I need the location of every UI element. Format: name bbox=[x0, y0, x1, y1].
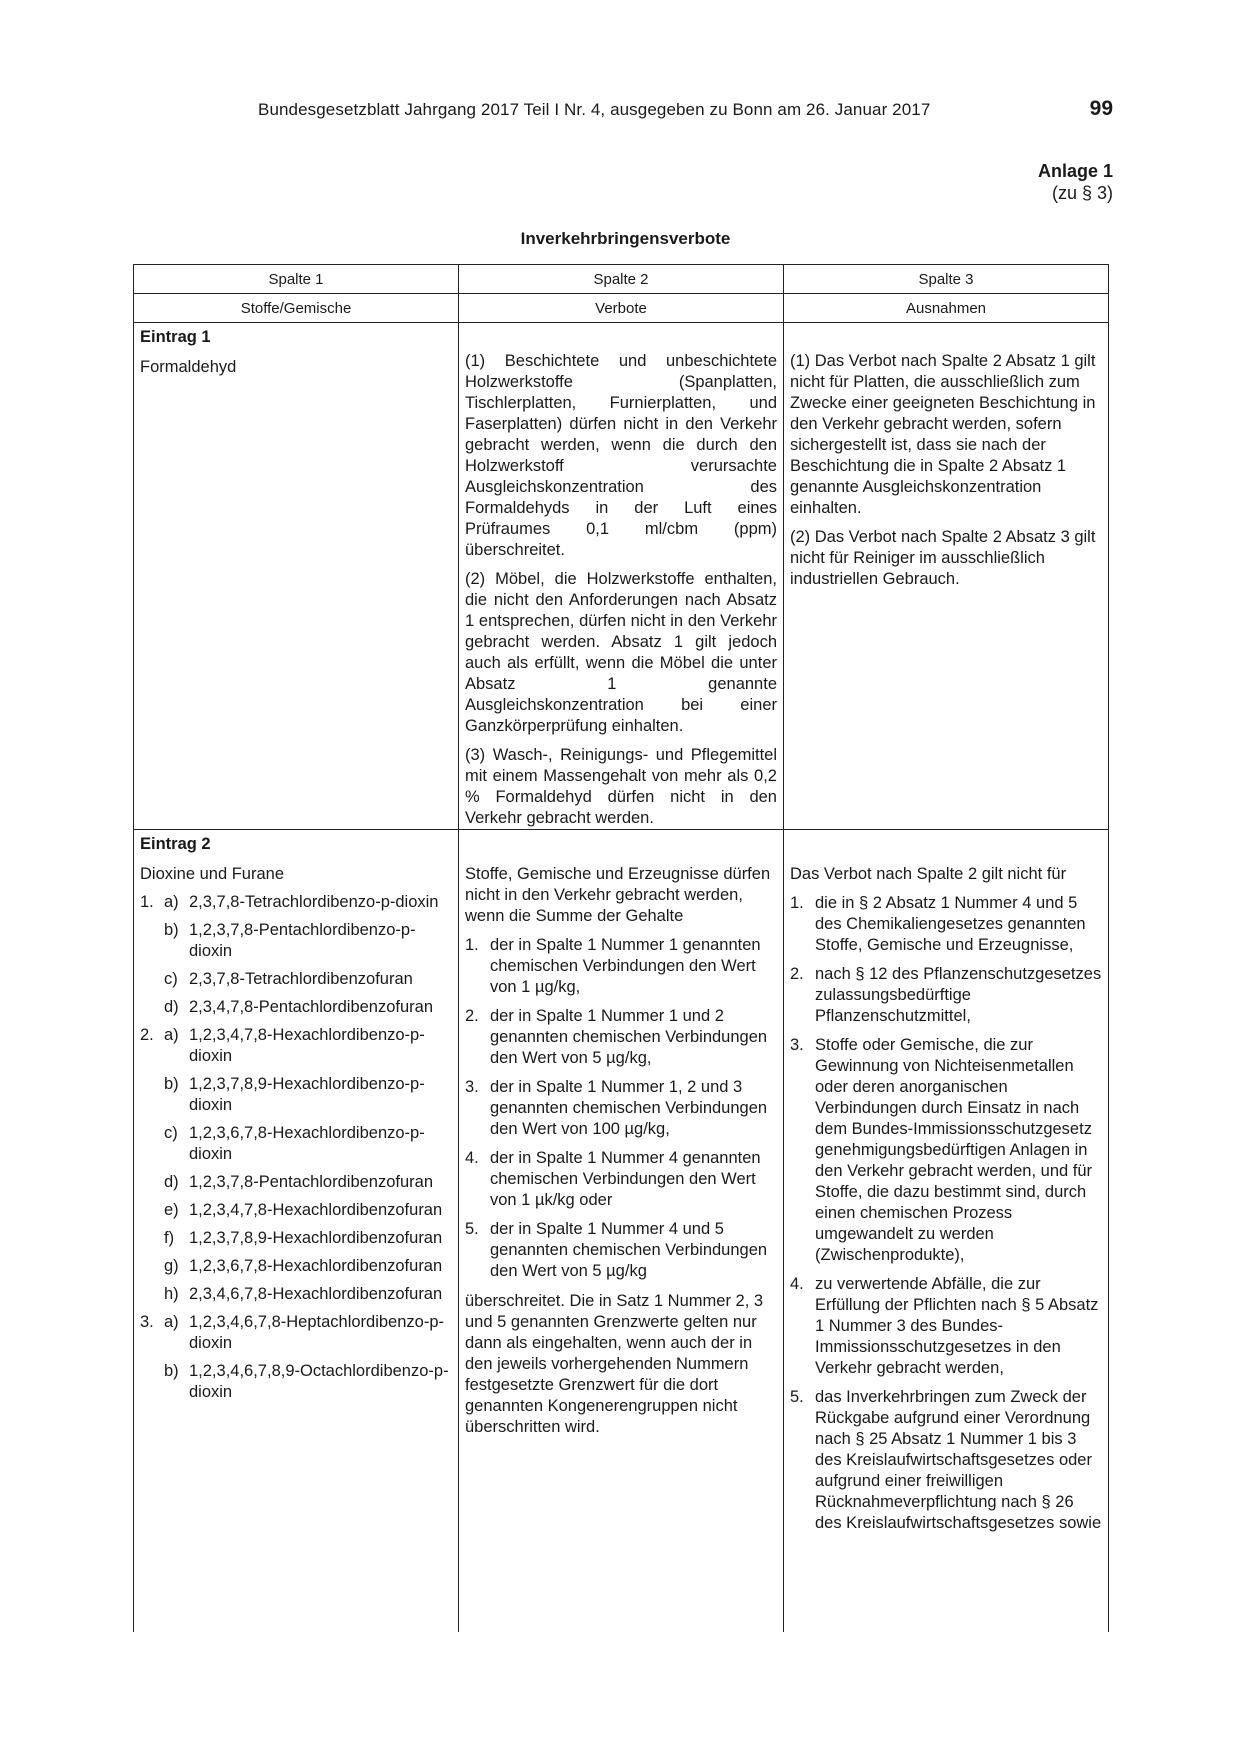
substance-name: 1,2,3,4,6,7,8-Heptachlordibenzo-p-dioxin bbox=[189, 1313, 444, 1352]
list-item bbox=[140, 1123, 452, 1165]
subheader-row bbox=[134, 294, 1109, 323]
item-number: 5. bbox=[790, 1388, 804, 1406]
item-number bbox=[140, 920, 164, 962]
entry2-prohibitions-cell bbox=[459, 830, 784, 1632]
item-text: das Inverkehrbringen zum Zweck der Rückgabe aufgrund einer Verordnung nach § 25 Absatz 1 Nummer 1 bis 3 des Kreislaufwirtschaftsgesetzes oder aufgrund einer freiwilligen Rücknahmeverpflichtung nach § 26 des Kreislaufwirtschaftsgesetzes sowie bbox=[815, 1388, 1102, 1532]
item-number: 3. bbox=[790, 1036, 804, 1054]
entry1-prohibitions-cell bbox=[459, 323, 784, 830]
substance-name: 1,2,3,7,8-Pentachlordibenzo-p-dioxin bbox=[189, 921, 416, 960]
document-title bbox=[0, 229, 1241, 249]
list-item bbox=[465, 1077, 777, 1140]
item-text: der in Spalte 1 Nummer 4 genannten chemischen Verbindungen den Wert von 1 µk/kg oder bbox=[490, 1149, 761, 1209]
entry2-substance: Dioxine und Furane bbox=[140, 865, 285, 883]
item-number bbox=[140, 1284, 164, 1305]
substance-name: 1,2,3,7,8,9-Hexachlordibenzofuran bbox=[189, 1229, 443, 1247]
list-item bbox=[790, 964, 1102, 1027]
item-text: die in § 2 Absatz 1 Nummer 4 und 5 des Chemikaliengesetzes genannten Stoffe, Gemische und Erzeugnisse, bbox=[815, 894, 1086, 954]
entry1-exceptions-cell bbox=[784, 323, 1109, 830]
list-item bbox=[790, 1274, 1102, 1379]
substance-name: 2,3,4,7,8-Pentachlordibenzofuran bbox=[189, 998, 434, 1016]
item-number bbox=[140, 1172, 164, 1193]
item-text: nach § 12 des Pflanzenschutzgesetzes zulassungsbedürftige Pflanzenschutzmittel, bbox=[815, 965, 1102, 1025]
list-item bbox=[140, 1256, 452, 1277]
list-item bbox=[465, 1219, 777, 1282]
item-number bbox=[140, 1228, 164, 1249]
running-header: Bundesgesetzblatt Jahrgang 2017 Teil I Nr. 4, ausgegeben zu Bonn am 26. Januar 2017 bbox=[258, 100, 931, 119]
list-item bbox=[465, 1148, 777, 1211]
item-number: 4. bbox=[790, 1275, 804, 1293]
item-text: der in Spalte 1 Nummer 1, 2 und 3 genannten chemischen Verbindungen den Wert von 100 µg/kg, bbox=[490, 1078, 768, 1138]
entry1-label: Eintrag 1 bbox=[140, 328, 211, 346]
prohibitions-table bbox=[133, 264, 1109, 1632]
subheader-exceptions: Ausnahmen bbox=[784, 294, 1109, 323]
item-number bbox=[140, 1200, 164, 1221]
item-number: 4. bbox=[465, 1149, 479, 1167]
list-item bbox=[465, 935, 777, 998]
entry2-exception-list bbox=[790, 893, 1102, 1534]
entry1-prohibition-1: (1) Beschichtete und unbeschichtete Holzwerkstoffe (Spanplatten, Tischlerplatten, Furnierplatten, und Faserplatten) dürfen nicht in den Verkehr gebracht werden, wenn die durch den Holzwerkstoff verursachte Ausgleichskonzentration des Formaldehyds in der Luft eines Prüfraumes 0,1 ml/cbm (ppm) überschreitet. bbox=[465, 352, 777, 559]
item-letter: b) bbox=[164, 1362, 179, 1380]
item-letter: a) bbox=[164, 1313, 179, 1331]
entry2-exception-lead: Das Verbot nach Spalte 2 gilt nicht für bbox=[790, 865, 1067, 883]
item-number: 2. bbox=[140, 1026, 154, 1044]
list-item bbox=[140, 1228, 452, 1249]
list-item bbox=[140, 1025, 452, 1067]
list-item bbox=[140, 1172, 452, 1193]
item-text: Stoffe oder Gemische, die zur Gewinnung von Nichteisenmetallen oder deren anorganischen Verbindungen durch Einsatz in nach dem Bundes-Immissionsschutzgesetz genehmigungsbedürftigen Anlagen in den Verkehr gebracht werden, und für Stoffe, die dazu bestimmt sind, durch einen chemischen Prozess umgewandelt zu werden (Zwischenprodukte), bbox=[815, 1036, 1093, 1264]
annex-title: Anlage 1 bbox=[1037, 161, 1113, 181]
item-text: der in Spalte 1 Nummer 1 und 2 genannten chemischen Verbindungen den Wert von 5 µg/kg, bbox=[490, 1007, 768, 1067]
page-number: 99 bbox=[1089, 97, 1113, 120]
list-item bbox=[140, 892, 452, 913]
item-letter: c) bbox=[164, 970, 178, 988]
substance-name: 1,2,3,4,6,7,8,9-Octachlordibenzo-p-dioxin bbox=[189, 1362, 449, 1401]
entry2-label: Eintrag 2 bbox=[140, 835, 211, 853]
item-letter: c) bbox=[164, 1124, 178, 1142]
table-row-entry-1 bbox=[134, 323, 1109, 830]
item-number bbox=[140, 1074, 164, 1116]
substance-name: 2,3,7,8-Tetrachlordibenzo-p-dioxin bbox=[189, 893, 439, 911]
substance-name: 1,2,3,6,7,8-Hexachlordibenzo-p-dioxin bbox=[189, 1124, 425, 1163]
item-number: 2. bbox=[790, 965, 804, 983]
list-item bbox=[140, 1284, 452, 1305]
subheader-prohibitions: Verbote bbox=[459, 294, 784, 323]
item-letter: b) bbox=[164, 1075, 179, 1093]
list-item bbox=[790, 1387, 1102, 1534]
item-number: 1. bbox=[790, 894, 804, 912]
item-letter: h) bbox=[164, 1285, 179, 1303]
item-letter: f) bbox=[164, 1229, 175, 1247]
entry2-substance-cell bbox=[134, 830, 459, 1632]
list-item bbox=[140, 1312, 452, 1354]
item-number: 3. bbox=[140, 1313, 154, 1331]
entry2-prohibition-list bbox=[465, 935, 777, 1282]
column-header-1: Spalte 1 bbox=[134, 265, 459, 294]
item-number bbox=[140, 969, 164, 990]
entry2-prohibition-tail: überschreitet. Die in Satz 1 Nummer 2, 3 und 5 genannten Grenzwerte gelten nur dann als eingehalten, wenn auch der in den jeweils vorhergehenden Nummern festgesetzte Grenzwert für die dort genannten Kongenerengruppen nicht überschritten wird. bbox=[465, 1292, 764, 1436]
item-text: zu verwertende Abfälle, die zur Erfüllung der Pflichten nach § 5 Absatz 1 Nummer 3 des Bundes-Immissionsschutzgesetzes in den Verkehr gebracht werden, bbox=[815, 1275, 1099, 1377]
item-letter: a) bbox=[164, 893, 179, 911]
column-header-row bbox=[134, 265, 1109, 294]
item-letter: b) bbox=[164, 921, 179, 939]
subheader-substances: Stoffe/Gemische bbox=[134, 294, 459, 323]
list-item bbox=[140, 1074, 452, 1116]
column-header-2: Spalte 2 bbox=[459, 265, 784, 294]
item-number bbox=[140, 1361, 164, 1403]
item-letter: d) bbox=[164, 1173, 179, 1191]
entry1-substance: Formaldehyd bbox=[140, 358, 237, 376]
document-title-text: Inverkehrbringensverbote bbox=[520, 229, 731, 248]
item-letter: e) bbox=[164, 1201, 179, 1219]
entry1-prohibition-3: (3) Wasch-, Reinigungs- und Pflegemittel mit einem Massengehalt von mehr als 0,2 % Formaldehyd dürfen nicht in den Verkehr gebracht werden. bbox=[465, 746, 777, 827]
list-item bbox=[140, 1361, 452, 1403]
item-text: der in Spalte 1 Nummer 1 genannten chemischen Verbindungen den Wert von 1 µg/kg, bbox=[490, 936, 761, 996]
substance-name: 1,2,3,7,8-Pentachlordibenzofuran bbox=[189, 1173, 434, 1191]
list-item bbox=[465, 1006, 777, 1069]
item-number bbox=[140, 1123, 164, 1165]
substance-name: 1,2,3,7,8,9-Hexachlordibenzo-p-dioxin bbox=[189, 1075, 425, 1114]
annex-label bbox=[1038, 160, 1113, 204]
item-number bbox=[140, 997, 164, 1018]
entry1-exception-2: (2) Das Verbot nach Spalte 2 Absatz 3 gilt nicht für Reiniger im ausschließlich industriellen Gebrauch. bbox=[790, 528, 1096, 588]
item-number: 1. bbox=[465, 936, 479, 954]
item-letter: d) bbox=[164, 998, 179, 1016]
substance-name: 1,2,3,4,7,8-Hexachlordibenzofuran bbox=[189, 1201, 443, 1219]
entry1-prohibition-2: (2) Möbel, die Holzwerkstoffe enthalten, die nicht den Anforderungen nach Absatz 1 entsprechen, dürfen nicht in den Verkehr gebracht werden. Absatz 1 gilt jedoch auch als erfüllt, wenn die Möbel die unter Absatz 1 genannte Ausgleichskonzentration bei einer Ganzkörperprüfung einhalten. bbox=[465, 570, 777, 735]
item-number: 2. bbox=[465, 1007, 479, 1025]
substance-name: 1,2,3,4,7,8-Hexachlordibenzo-p-dioxin bbox=[189, 1026, 425, 1065]
entry2-prohibition-lead: Stoffe, Gemische und Erzeugnisse dürfen nicht in den Verkehr gebracht werden, wenn die Summe der Gehalte bbox=[465, 865, 771, 925]
substance-name: 1,2,3,6,7,8-Hexachlordibenzofuran bbox=[189, 1257, 443, 1275]
item-text: der in Spalte 1 Nummer 4 und 5 genannten chemischen Verbindungen den Wert von 5 µg/kg bbox=[490, 1220, 768, 1280]
list-item bbox=[790, 893, 1102, 956]
annex-reference: (zu § 3) bbox=[1051, 183, 1113, 203]
table-row-entry-2 bbox=[134, 830, 1109, 1632]
list-item bbox=[790, 1035, 1102, 1266]
entry2-exceptions-cell bbox=[784, 830, 1109, 1632]
item-letter: a) bbox=[164, 1026, 179, 1044]
substance-name: 2,3,7,8-Tetrachlordibenzofuran bbox=[189, 970, 413, 988]
column-header-3: Spalte 3 bbox=[784, 265, 1109, 294]
list-item bbox=[140, 997, 452, 1018]
item-number: 1. bbox=[140, 893, 154, 911]
substance-name: 2,3,4,6,7,8-Hexachlordibenzofuran bbox=[189, 1285, 443, 1303]
item-letter: g) bbox=[164, 1257, 179, 1275]
item-number: 5. bbox=[465, 1220, 479, 1238]
list-item bbox=[140, 969, 452, 990]
entry1-substance-cell bbox=[134, 323, 459, 830]
list-item bbox=[140, 920, 452, 962]
item-number bbox=[140, 1256, 164, 1277]
entry1-exception-1: (1) Das Verbot nach Spalte 2 Absatz 1 gilt nicht für Platten, die ausschließlich zum Zwecke einer geeigneten Beschichtung in den Verkehr gebracht werden, sofern sichergestellt ist, dass sie nach der Beschichtung die in Spalte 2 Absatz 1 genannte Ausgleichskonzentration einhalten. bbox=[790, 352, 1096, 517]
list-item bbox=[140, 1200, 452, 1221]
entry2-substance-list bbox=[140, 892, 452, 1403]
item-number: 3. bbox=[465, 1078, 479, 1096]
